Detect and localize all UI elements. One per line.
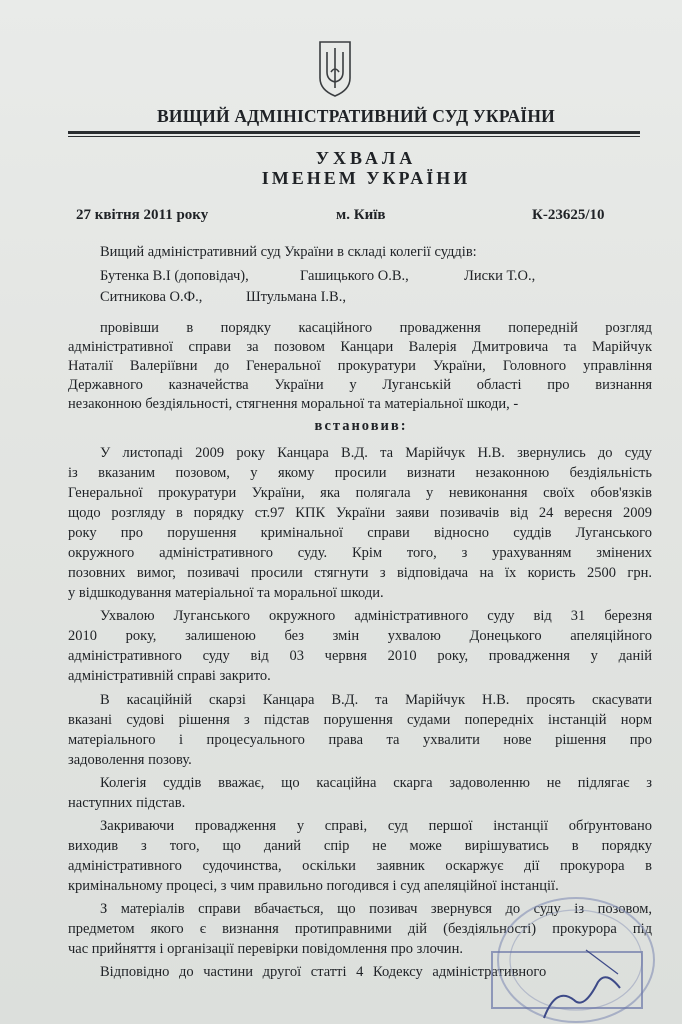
court-name-header: ВИЩИЙ АДМІНІСТРАТИВНИЙ СУД УКРАЇНИ (157, 106, 555, 126)
text-line: Ухвалою Луганського окружного адміністративного суду від 31 березня (100, 608, 652, 624)
document-subtitle: ІМЕНЕМ УКРАЇНИ (261, 168, 471, 188)
text-line: окружного адміністративного суду. Крім того, з урахуванням змінених (68, 545, 652, 561)
document-date: 27 квітня 2011 року (76, 207, 209, 223)
header-divider (68, 131, 640, 137)
text-line: час прийняття і організації перевірки повідомлення про злочин. (68, 941, 463, 957)
text-line: В касаційній скарзі Канцара В.Д. та Марійчук Н.В. просять скасувати (100, 692, 652, 708)
panel-judge: Штульмана І.В., (246, 289, 346, 305)
document-title: УХВАЛА (315, 148, 417, 168)
text-line: адміністративній справі закрито. (68, 668, 271, 684)
text-line: позовних вимог, позивачі просили стягнути з відповідача на їх користь 2500 грн. (68, 565, 652, 581)
panel-judge: Бутенка В.І (доповідач), (100, 268, 249, 284)
text-line: Закриваючи провадження у справі, суд першої інстанції обґрунтовано (100, 818, 652, 834)
text-line: наступних підстав. (68, 795, 186, 811)
text-line: року про порушення кримінальної справи відносно суддів Луганського (68, 525, 652, 541)
text-line: предметом якого є визнання протиправними дій (бездіяльності) прокурора під (68, 921, 652, 937)
text-line: незаконною бездіяльності, стягнення моральної та матеріальної шкоди, - (68, 396, 519, 412)
text-line: У листопаді 2009 року Канцара В.Д. та Марійчук Н.В. звернулись до суду (100, 445, 652, 461)
text-line: матеріального і процесуального права та ухвалити нове рішення про (68, 732, 652, 748)
text-line: Відповідно до частини другої статті 4 Кодексу адміністративного (100, 964, 547, 980)
text-line: Генеральної прокуратури України, яка полягала у невиконання своїх обов'язків (68, 485, 652, 501)
text-line: Колегія суддів вважає, що касаційна скарга задоволенню не підлягає з (100, 775, 652, 791)
panel-judge: Лиски Т.О., (464, 268, 536, 284)
text-line: 2010 року, залишеною без змін ухвалою Донецького апеляційного (68, 628, 652, 644)
trident-emblem-icon (316, 38, 354, 98)
text-line: провівши в порядку касаційного провадження попередній розгляд (100, 320, 652, 336)
document-city: м. Київ (336, 207, 386, 223)
case-number: К-23625/10 (532, 207, 605, 223)
copy-stamp (486, 890, 676, 1024)
text-line: З матеріалів справи вбачається, що позивач звернувся до суду із позовом, (100, 901, 652, 917)
text-line: кримінальному процесі, з чим правильно погодився і суд апеляційної інстанції. (68, 878, 559, 894)
text-line: щодо розгляду в порядку ст.97 КПК України заяви позивачів від 24 вересня 2009 (68, 505, 652, 521)
section-heading: встановив: (314, 418, 408, 434)
text-line: виходив з того, що даний спір не може вирішуватись в порядку (68, 838, 652, 854)
text-line: Державного казначейства України у Луганській області про визнання (68, 377, 652, 393)
text-line: адміністративного судочинства, оскільки заявник оскаржує дії прокурора в (68, 858, 652, 874)
text-line: із вказаним позовом, у якому просили визнати незаконною бездіяльність (68, 465, 652, 481)
text-line: адміністративної справи за позовом Канцари Валерія Дмитровича та Марійчук (68, 339, 652, 355)
text-line: у відшкодування матеріальної та моральної шкоди. (68, 585, 384, 601)
panel-judge: Ситникова О.Ф., (100, 289, 203, 305)
text-line: вказані судові рішення з підстав порушення судами попередніх інстанцій норм (68, 712, 652, 728)
text-line: задоволення позову. (68, 752, 192, 768)
text-line: адміністративного суду від 03 червня 2010 року, провадження у даній (68, 648, 652, 664)
panel-judge: Гашицького О.В., (300, 268, 409, 284)
text-line: Наталії Валеріївни до Генеральної прокуратури України, Головного управління (68, 358, 652, 374)
panel-intro: Вищий адміністративний суд України в складі колегії суддів: (100, 244, 477, 260)
